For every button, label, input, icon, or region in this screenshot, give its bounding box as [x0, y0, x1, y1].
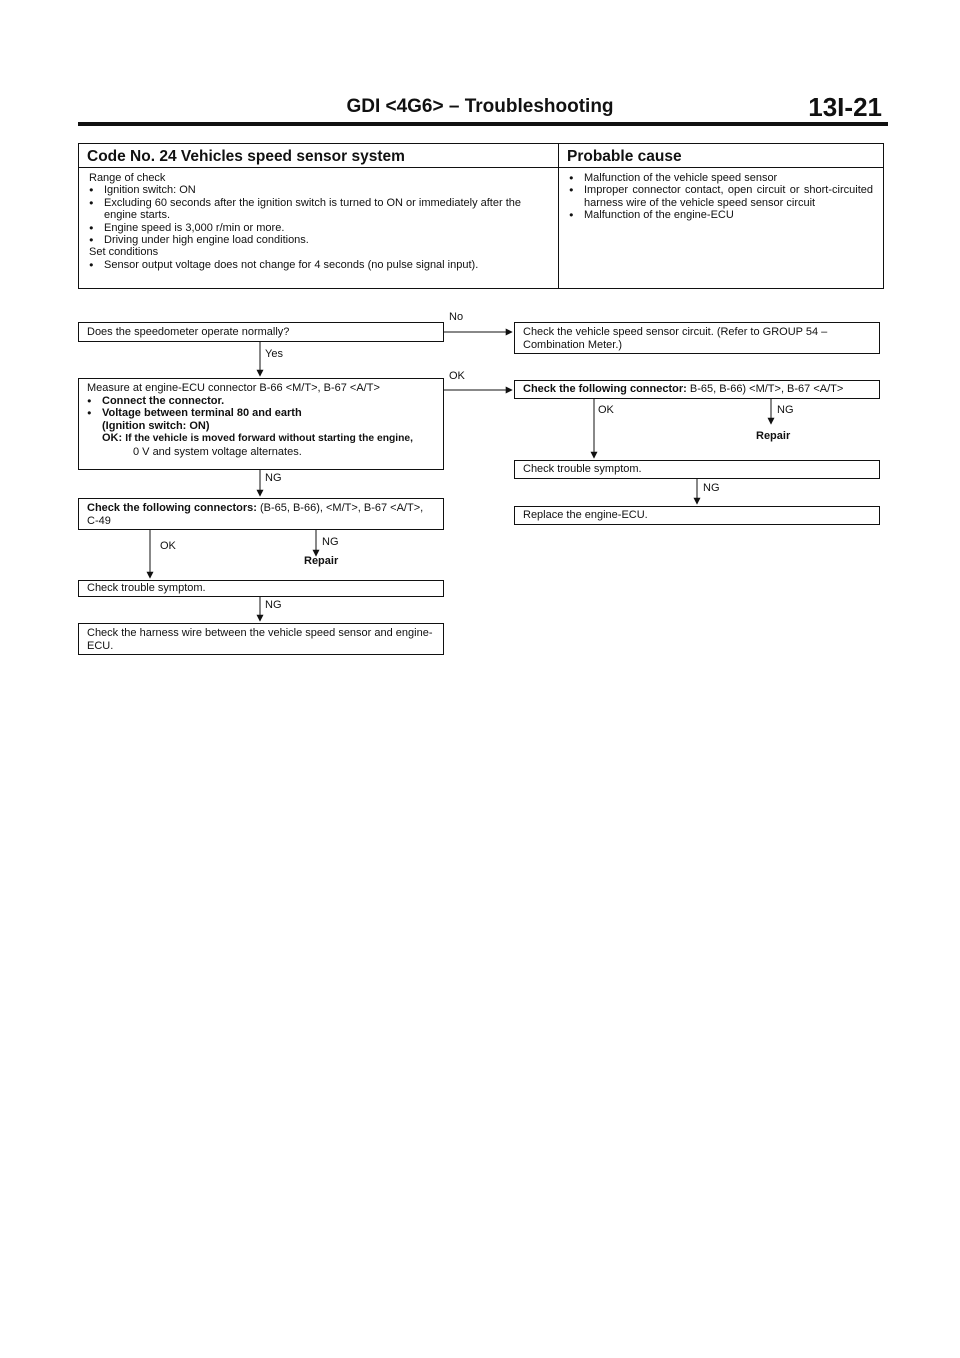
cause-item: ● Malfunction of the engine-ECU [569, 209, 873, 221]
range-item: ● Engine speed is 3,000 r/min or more. [89, 222, 550, 234]
q-speedometer-box [78, 322, 444, 342]
left-check-trouble-box [78, 580, 444, 597]
no-label: No [449, 311, 464, 323]
right-repair-label: Repair [756, 430, 791, 442]
replace-ecu-box [514, 506, 880, 525]
right-check-connector-box [514, 380, 880, 399]
right-check-trouble-text: Check trouble symptom. [523, 463, 642, 475]
range-label: Range of check [89, 172, 166, 184]
range-item: ● Excluding 60 seconds after the ignition switch is turned to ON or immediately after the engine starts. [89, 197, 550, 222]
right-trouble-ng-label: NG [703, 482, 720, 494]
left-check-trouble-text: Check trouble symptom. [87, 582, 206, 594]
measure-condition: (Ignition switch: ON) [102, 419, 210, 432]
check-speed-sensor-text: Check the vehicle speed sensor circuit. (Refer to GROUP 54 – Combination Meter.) [523, 326, 828, 351]
left-check-connectors-box [78, 498, 444, 530]
q-speedometer-text: Does the speedometer operate normally? [87, 326, 290, 338]
page-number: 13I-21 [808, 92, 882, 122]
measure-ok-label: OK: [102, 432, 123, 445]
cause-item: ● Improper connector contact, open circuit or short-circuited harness wire of the vehicle speed sensor circuit [569, 184, 873, 209]
set-item: ● Sensor output voltage does not change for 4 seconds (no pulse signal input). [89, 259, 550, 271]
check-harness-box [78, 623, 444, 655]
range-item: ● Driving under high engine load conditions. [89, 234, 550, 246]
left-check-bold: Check the following connectors: [87, 502, 257, 514]
check-harness-text: Check the harness wire between the vehicle speed sensor and engine-ECU. [87, 627, 433, 652]
right-check-rest: B-65, B-66) <M/T>, B-67 <A/T> [686, 383, 844, 395]
ng-label: NG [265, 472, 282, 484]
cause-title: Probable cause [559, 144, 883, 168]
right-check-trouble-box [514, 460, 880, 479]
measure-ok-text: If the vehicle is moved forward without starting the engine, [125, 433, 414, 445]
replace-ecu-text: Replace the engine-ECU. [523, 509, 648, 521]
left-ok-label: OK [160, 540, 176, 552]
measure-ok-line [87, 432, 435, 446]
measure-line: Measure at engine-ECU connector B-66 <M/T>, B-67 <A/T> [87, 382, 380, 394]
measure-ecu-box [78, 378, 444, 470]
page-title: GDI <4G6> – Troubleshooting [346, 96, 614, 117]
measure-item: ● Voltage between terminal 80 and earth [87, 407, 435, 420]
ok-label: OK [449, 370, 465, 382]
right-ok-label: OK [598, 404, 614, 416]
cause-item: ● Malfunction of the vehicle speed sensor [569, 172, 873, 184]
set-label: Set conditions [89, 246, 159, 259]
right-ng-label: NG [777, 404, 794, 416]
left-ng-label: NG [322, 536, 339, 548]
measure-ok-text2: 0 V and system voltage alternates. [133, 445, 302, 458]
left-check-rest: (B-65, B-66), <M/T>, B-67 <A/T>, C-49 [87, 502, 424, 527]
measure-list [87, 395, 435, 420]
right-check-bold: Check the following connector: [523, 383, 687, 395]
yes-label: Yes [265, 348, 283, 360]
left-trouble-ng-label: NG [265, 599, 282, 611]
range-item: ● Ignition switch: ON [89, 184, 550, 196]
measure-item: ● Connect the connector. [87, 395, 435, 408]
code-title: Code No. 24 Vehicles speed sensor system [79, 144, 558, 168]
left-repair-label: Repair [304, 555, 339, 567]
check-speed-sensor-box [514, 322, 880, 354]
